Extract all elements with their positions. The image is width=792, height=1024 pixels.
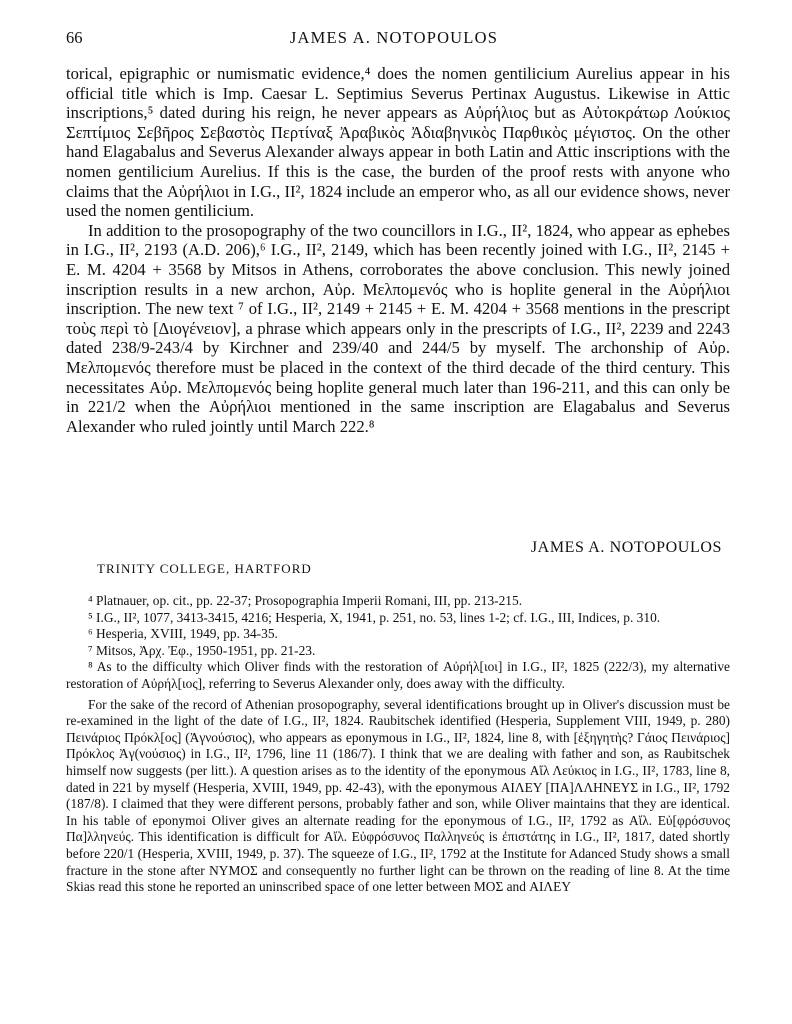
footnote-8: ⁸ As to the difficulty which Oliver finds with the restoration of Αὐρήλ[ιοι] in I.G., II², 1825 (222/3), my alternative restoration of Αὐρήλ[ιος], referring to Severus Alexander only, does away with the difficulty. (66, 659, 730, 691)
addendum-paragraph: For the sake of the record of Athenian prosopography, several identifications brought up in Oliver's discussion must be re-examined in the light of the date of I.G., II², 1824. Raubitschek identified (Hesperia, Supplement VIII, 1949, p. 280) Πεινάριος Πρόκλ[ος] (Ἀγνούσιος), who appears as eponymous in I.G., II², 1824, line 8, with [ἐξηγητὴς? Γάιος Πεινάριος] Πρόκλος Ἀγ(νούσιος) in I.G., II², 1796, line 11 (186/7). I think that we are dealing with father and son, as Raubitschek himself now suggests (per litt.). A question arises as to the identity of the eponymous Αἴλ Λεύκιος in I.G., II², 1783, line 8, dated in 221 by myself (Hesperia, XVIII, 1949, pp. 42-43), with the eponymous ΑΙΛΕΥ [ΠΑ]ΛΛΗΝΕΥΣ in I.G., II², 1792 (187/8). I claimed that they were different persons, probably father and son, while Oliver maintains that they are identical. In his table of eponymoi Oliver gives an alternate reading for the eponymous of I.G., II², 1792 as Αἴλ. Εὐ[φρόσυνος Πα]λληνεύς. This identification is difficult for Αἴλ. Εὐφρόσυνος Παλληνεύς is ἐπιστάτης in I.G., II², 1817, dated shortly before 220/1 (Hesperia, XVIII, 1949, p. 37). The squeeze of I.G., II², 1792 at the Institute for Adanced Study shows a small fracture in the stone after ΝΥΜΟΣ and consequently no further light can be thrown on the reading of line 8. At the time Skias read this stone he reported an uninscribed space of one letter between ΜΟΣ and ΑΙΛΕΥ (66, 696, 730, 895)
footnote-6: ⁶ Hesperia, XVIII, 1949, pp. 34-35. (88, 626, 278, 642)
page-header (66, 28, 722, 50)
author-affiliation: TRINITY COLLEGE, HARTFORD (97, 561, 312, 576)
body-paragraph-2: In addition to the prosopography of the two councillors in I.G., II², 1824, who appear as ephebes in I.G., II², 2193 (A.D. 206),⁶ I.G., II², 2149, which has been recently joined with I.G., II², 2145 + E. M. 4204 + 3568 by Mitsos in Athens, corroborates the above conclusion. This newly joined inscription results in a new archon, Αὐρ. Μελπομενός who is hoplite general in the Αὐρήλιοι inscription. The new text ⁷ of I.G., II², 2149 + 2145 + E. M. 4204 + 3568 mentions in the prescript τοὺς περὶ τὸ [Διογένειον], a phrase which appears only in the prescripts of I.G., II², 2239 and 2243 dated 238/9-243/4 by Kirchner and 239/40 and 244/5 by myself. The archonship of Αὐρ. Μελπομενός therefore must be placed in the context of the third decade of the third century. This necessitates Αὐρ. Μελπομενός being hoplite general much later than 196-211, and this can only be in 221/2 when the Αὐρήλιοι mentioned in the same inscription are Elagabalus and Severus Alexander who ruled jointly until March 222.⁸ (66, 220, 730, 436)
main-text (66, 64, 730, 436)
body-paragraph-1: torical, epigraphic or numismatic evidence,⁴ does the nomen gentilicium Aurelius appear in his official title which is Imp. Caesar L. Septimius Severus Pertinax Augustus. Likewise in Attic inscriptions,⁵ dated during his reign, he never appears as Αὐρήλιος but as Αὐτοκράτωρ Λούκιος Σεπτίμιος Σεβῆρος Σεβαστὸς Περτίναξ Ἀραβικὸς Ἀδιαβηνικὸς Παρθικὸς μέγιστος. On the other hand Elagabalus and Severus Alexander always appear in both Latin and Attic inscriptions with the nomen gentilicium Aurelius. If this is the case, the burden of the proof rests with anyone who claims that the Αὐρήλιοι in I.G., II², 1824 include an emperor who, as all our evidence shows, never used the nomen gentilicium. (66, 64, 730, 221)
page-number: 66 (66, 28, 83, 47)
author-signature: JAMES A. NOTOPOULOS (530, 539, 722, 556)
footnote-5: ⁵ I.G., II², 1077, 3413-3415, 4216; Hesperia, X, 1941, p. 251, no. 53, lines 1-2; cf. I.G., III, Indices, p. 310. (88, 609, 661, 625)
footnote-7: ⁷ Mitsos, Ἀρχ. Ἐφ., 1950-1951, pp. 21-23. (88, 642, 316, 658)
running-title: JAMES A. NOTOPOULOS (289, 28, 499, 47)
footnote-4: ⁴ Platnauer, op. cit., pp. 22-37; Prosopographia Imperii Romani, III, pp. 213-215. (88, 593, 523, 608)
footnotes (66, 593, 730, 896)
